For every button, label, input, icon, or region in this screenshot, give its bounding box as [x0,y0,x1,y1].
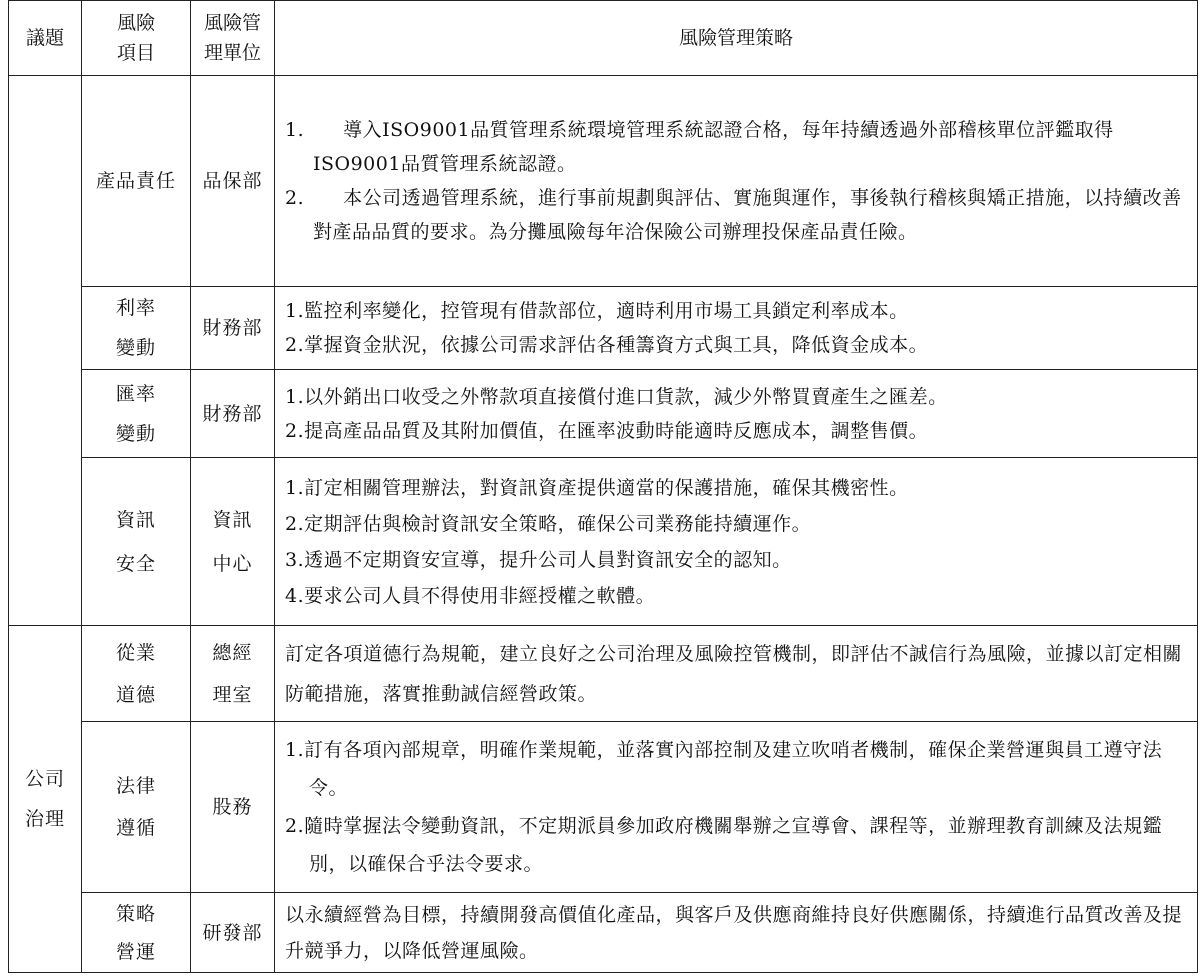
table-row [9,287,1198,370]
table-row [9,722,1198,893]
risk-unit-cell: 財務部 [191,370,275,458]
risk-management-table [8,0,1198,973]
risk-unit-cell: 總經 理室 [191,626,275,722]
header-risk-item: 風險 項目 [82,1,191,76]
strategy-item: 4.要求公司人員不得使用非經授權之軟體。 [285,584,656,607]
header-risk-unit: 風險管 理單位 [191,1,275,76]
strategy-cell [275,287,1198,370]
strategy-cell [275,893,1198,973]
header-topic: 議題 [9,1,82,76]
strategy-item: 1.以外銷出口收受之外幣款項直接償付進口貨款，減少外幣買賣產生之匯差。 [285,385,948,408]
risk-unit-cell: 資訊 中心 [191,458,275,626]
table-row [9,458,1198,626]
strategy-cell [275,722,1198,893]
risk-item-cell: 資訊 安全 [82,458,191,626]
strategy-cell [275,370,1198,458]
strategy-item: 以永續經營為目標，持續開發高價值化產品，與客戶及供應商維持良好供應關係，持續進行品質改善及提升競爭力，以降低營運風險。 [285,903,1183,962]
strategy-item: 訂定各項道德行為規範，建立良好之公司治理及風險控管機制，即評估不誠信行為風險，並據以訂定相關防範措施，落實推動誠信經營政策。 [285,642,1183,705]
risk-unit-cell: 研發部 [191,893,275,973]
risk-item-cell: 匯率 變動 [82,370,191,458]
topic-cell-corporate-governance: 公司 治理 [9,626,82,973]
table-row [9,370,1198,458]
header-row [9,1,1198,76]
strategy-item: 2.隨時掌握法令變動資訊，不定期派員參加政府機關舉辦之宣導會、課程等，並辦理教育訓練及法規鑑別，以確保合乎法令要求。 [285,815,1163,875]
risk-item-cell: 利率 變動 [82,287,191,370]
risk-item-cell: 策略 營運 [82,893,191,973]
risk-item-cell: 法律 遵循 [82,722,191,893]
risk-item-cell: 從業 道德 [82,626,191,722]
strategy-item: 1.訂有各項內部規章，明確作業規範，並落實內部控制及建立吹哨者機制，確保企業營運與員工遵守法令。 [285,739,1163,799]
risk-unit-cell: 財務部 [191,287,275,370]
table-row [9,626,1198,722]
risk-unit-cell: 品保部 [191,76,275,287]
topic-cell-empty [9,76,82,626]
strategy-cell [275,626,1198,722]
strategy-item: 1.監控利率變化，控管現有借款部位，適時利用市場工具鎖定利率成本。 [285,300,909,322]
strategy-item: 2.定期評估與檢討資訊安全策略，確保公司業務能持續運作。 [285,512,812,535]
strategy-item: 1.訂定相關管理辦法，對資訊資產提供適當的保護措施，確保其機密性。 [285,476,909,499]
strategy-cell [275,458,1198,626]
strategy-item: 2.提高產品品質及其附加價值，在匯率波動時能適時反應成本，調整售價。 [285,419,929,442]
table-row [9,893,1198,973]
strategy-cell [275,76,1198,287]
header-strategy: 風險管理策略 [275,1,1198,76]
strategy-item: 2.掌握資金狀況，依據公司需求評估各種籌資方式與工具，降低資金成本。 [285,334,929,356]
strategy-item: 1. 導入ISO9001品質管理系統環境管理系統認證合格，每年持續透過外部稽核單位評鑑取得ISO9001品質管理系統認證。 [285,119,1114,175]
risk-unit-cell: 股務 [191,722,275,893]
strategy-item: 2. 本公司透過管理系統，進行事前規劃與評估、實施與運作，事後執行稽核與矯正措施，以持續改善對產品品質的要求。為分攤風險每年洽保險公司辦理投保產品責任險。 [285,187,1182,243]
strategy-item: 3.透過不定期資安宣導，提升公司人員對資訊安全的認知。 [285,548,792,571]
table-row [9,76,1198,287]
risk-item-cell: 產品責任 [82,76,191,287]
